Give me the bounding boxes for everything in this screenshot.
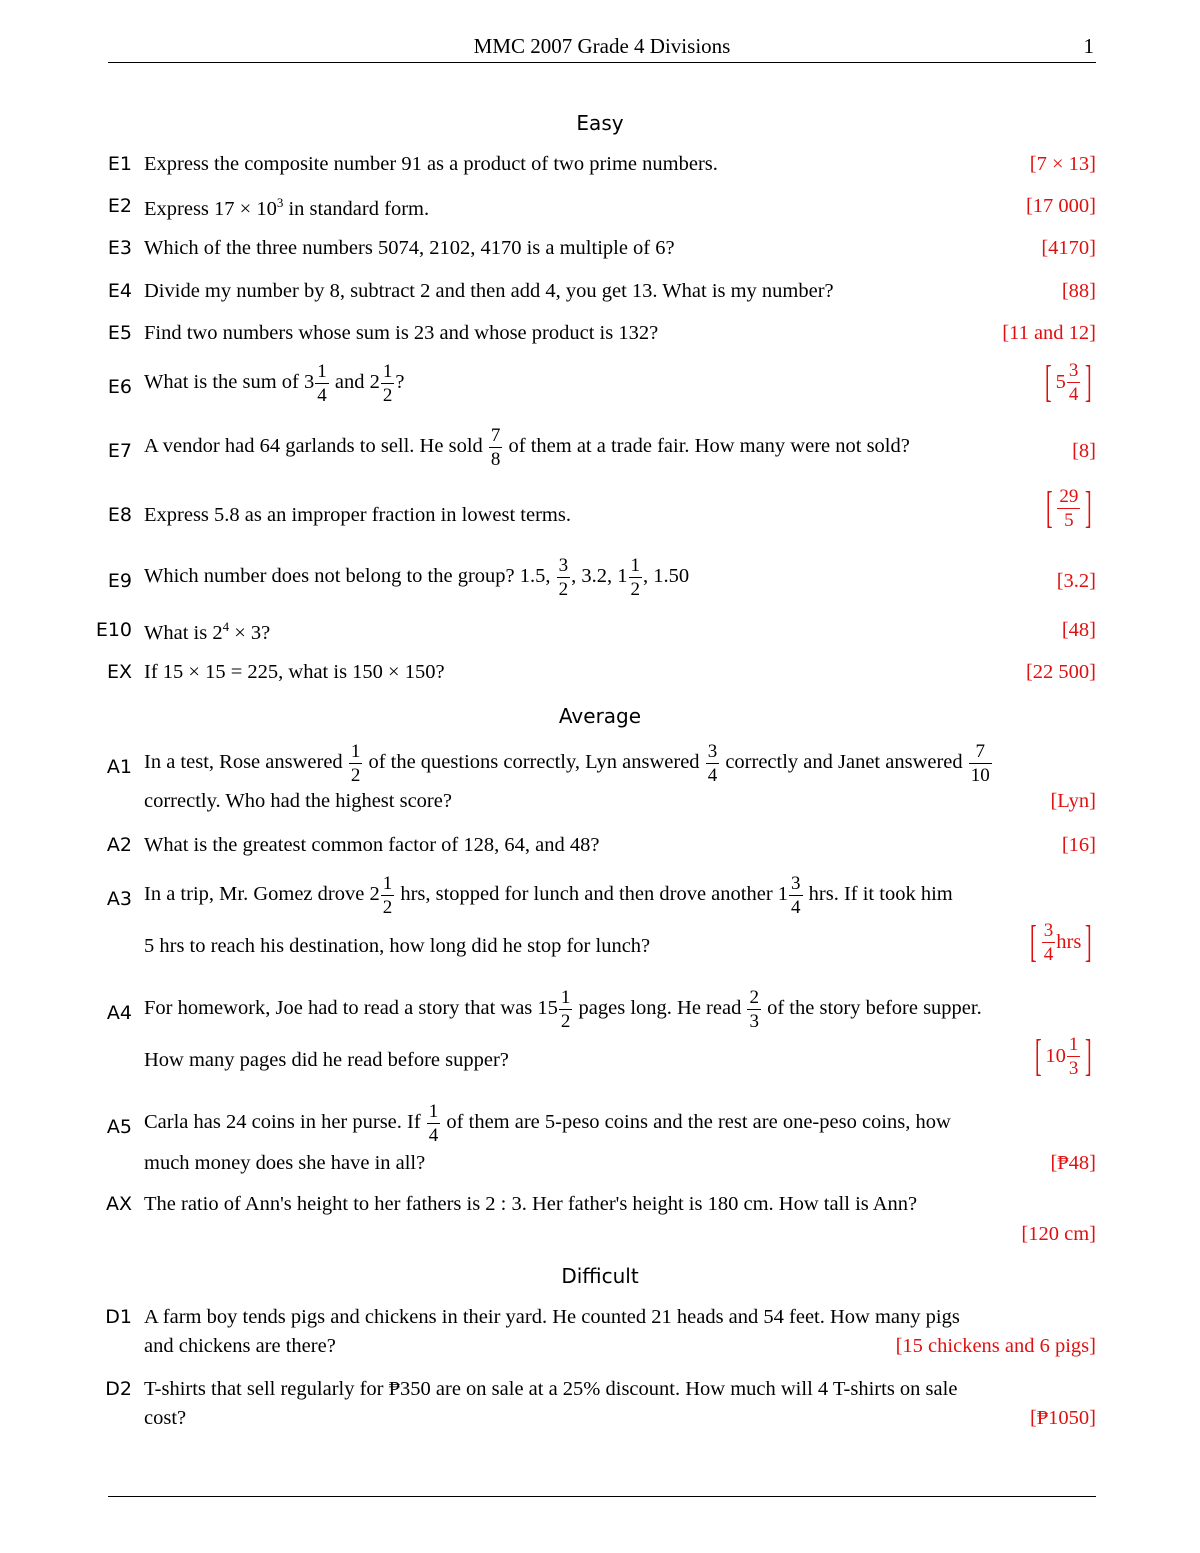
answer: [ 5 $\frac{3}{4}$ ] [1044, 357, 1092, 406]
problem-e6 [90, 357, 1096, 416]
problem-text: A vendor had 64 garlands to sell. He sold $\frac{7}{8}$ of them at a trade fair. How many were not sold? [144, 425, 910, 470]
section-title-average: Average [558, 704, 642, 728]
problem-label: A5 [106, 1116, 132, 1138]
problem-text: What is $2^4 \times 3$? [144, 619, 271, 644]
problem-label: E2 [107, 195, 132, 217]
problem-label: E5 [107, 322, 132, 344]
problem-d2 [90, 1378, 1096, 1438]
problem-e8 [90, 483, 1096, 546]
problem-label: A1 [106, 756, 132, 778]
problem-label: E6 [107, 376, 132, 398]
problem-label: E9 [107, 570, 132, 592]
answer: [120 cm] [1021, 1223, 1096, 1245]
problem-text: In a trip, Mr. Gomez drove 2 $\frac{1}{2}$ hrs, stopped for lunch and then drove another 1 $\frac{3}{4}$ hrs. If it took him [144, 873, 953, 918]
problem-text: What is the sum of 3 $\frac{1}{4}$ and 2 $\frac{1}{2}$ ? [144, 361, 405, 406]
section-title-easy: Easy [576, 111, 624, 135]
problem-text-continued: correctly. Who had the highest score? [144, 790, 452, 812]
answer: [22 500] [1025, 661, 1096, 683]
problem-a5 [90, 1102, 1096, 1180]
problem-label: D2 [105, 1378, 132, 1400]
problem-text: Express the composite number 91 as a product of two prime numbers. [144, 153, 718, 175]
problem-label: E1 [107, 153, 132, 175]
problem-text: Which number does not belong to the group? 1.5, $\frac{3}{2}$ , 3.2, 1 $\frac{1}{2}$ , 1.50 [144, 555, 690, 600]
problem-label: A2 [106, 834, 132, 856]
section-title-difficult: Difficult [561, 1264, 639, 1288]
problem-label: E4 [107, 280, 132, 302]
page-header [108, 30, 1096, 63]
answer: [11 and 12] [1002, 322, 1096, 344]
answer: [88] [1061, 280, 1096, 302]
problem-label: A3 [106, 888, 132, 910]
problem-text-continued: cost? [144, 1407, 187, 1429]
answer: [7 × 13] [1029, 153, 1096, 175]
problem-ax [90, 1193, 1096, 1253]
answer: [48] [1061, 619, 1096, 641]
problem-text: Which of the three numbers 5074, 2102, 4170 is a multiple of 6? [144, 237, 675, 259]
problem-text: What is the greatest common factor of 128, 64, and 48? [144, 834, 600, 856]
answer: [₱48] [1050, 1152, 1096, 1174]
problem-label: E10 [95, 619, 132, 641]
problem-text: A farm boy tends pigs and chickens in their yard. He counted 21 heads and 54 feet. How many pigs [144, 1306, 960, 1328]
problem-label: E7 [107, 440, 132, 462]
answer: [16] [1061, 834, 1096, 856]
problem-text: In a test, Rose answered $\frac{1}{2}$ of the questions correctly, Lyn answered $\frac{3}{4}$ correctly and Janet answered $\frac{7}{10}$ [144, 741, 990, 786]
problem-text: If 15 × 15 = 225, what is 150 × 150? [144, 661, 445, 683]
answer: [₱1050] [1029, 1407, 1096, 1429]
answer: [4170] [1041, 237, 1096, 259]
problem-text: Express 5.8 as an improper fraction in lowest terms. [144, 504, 571, 526]
problem-label: E3 [107, 237, 132, 259]
problem-text: Express $17 \times 10^3$ in standard form. [144, 195, 430, 220]
answer: [ 10 $\frac{1}{3}$ ] [1034, 1031, 1092, 1080]
problem-label: D1 [105, 1306, 132, 1328]
problem-label: EX [106, 661, 132, 683]
page-number: 1 [1083, 34, 1094, 58]
answer: [ $\frac{3}{4}$ hrs ] [1030, 917, 1092, 966]
problem-text-continued: and chickens are there? [144, 1335, 336, 1357]
answer: [3.2] [1056, 570, 1096, 592]
problem-text-continued: How many pages did he read before supper? [144, 1049, 509, 1071]
header-title: MMC 2007 Grade 4 Divisions [473, 34, 731, 58]
problem-a1 [90, 742, 1096, 818]
answer: [ $\frac{29}{5}$ ] [1045, 483, 1092, 532]
problem-d1 [90, 1306, 1096, 1366]
problem-text: For homework, Joe had to read a story that was 15 $\frac{1}{2}$ pages long. He read $\frac{2}{3}$ of the story before supper. [144, 987, 982, 1032]
answer: [8] [1072, 440, 1096, 462]
problem-text-continued: much money does she have in all? [144, 1152, 426, 1174]
problem-e9 [90, 556, 1096, 612]
problem-text: Divide my number by 8, subtract 2 and then add 4, you get 13. What is my number? [144, 280, 834, 302]
footer-rule [108, 1496, 1096, 1497]
problem-text-continued: 5 hrs to reach his destination, how long did he stop for lunch? [144, 935, 651, 957]
problem-label: AX [105, 1193, 132, 1215]
problem-e7 [90, 426, 1096, 482]
problem-text: T-shirts that sell regularly for ₱350 are on sale at a 25% discount. How much will 4 T-shirts on sale [144, 1378, 958, 1400]
problem-label: A4 [106, 1002, 132, 1024]
problem-text: The ratio of Ann's height to her fathers is 2 : 3. Her father's height is 180 cm. How tall is Ann? [144, 1193, 918, 1215]
answer: [Lyn] [1050, 790, 1096, 812]
problem-text: Carla has 24 coins in her purse. If $\frac{1}{4}$ of them are 5-peso coins and the rest are one-peso coins, how [144, 1101, 951, 1146]
problem-label: E8 [107, 504, 132, 526]
answer: [17 000] [1025, 195, 1096, 217]
problem-a4 [90, 988, 1096, 1092]
problem-text: Find two numbers whose sum is 23 and whose product is 132? [144, 322, 659, 344]
problem-a3 [90, 874, 1096, 978]
answer: [15 chickens and 6 pigs] [895, 1335, 1096, 1357]
